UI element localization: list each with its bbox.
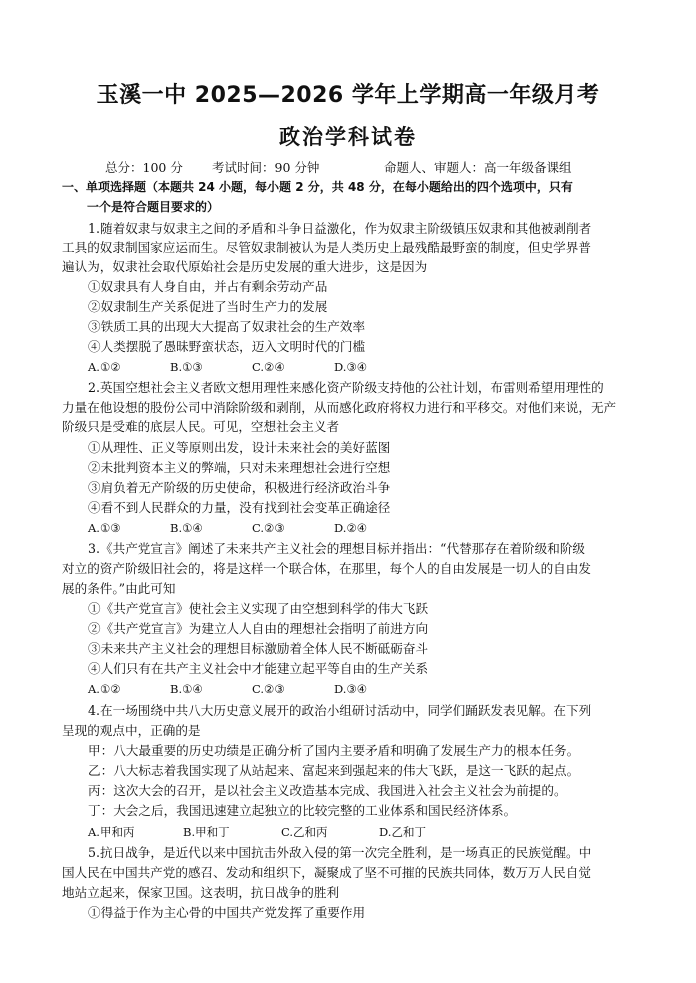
question-4-option-a: A.甲和丙 [88, 825, 135, 839]
exam-time: 考试时间：90 分钟 [212, 160, 320, 175]
question-3-item: ①《共产党宣言》使社会主义实现了由空想到科学的伟大飞跃 [88, 601, 429, 616]
question-3-item: ③未来共产主义社会的理想目标激励着全体人民不断砥砺奋斗 [88, 641, 429, 656]
question-1-stem: 遍认为，奴隶社会取代原始社会是历史发展的重大进步，这是因为 [62, 259, 428, 274]
question-1-item: ①奴隶具有人身自由，并占有剩余劳动产品 [88, 279, 328, 294]
question-4-item: 丙：这次大会的召开，是以社会主义改造基本完成、我国进入社会主义社会为前提的。 [88, 783, 567, 798]
section-heading-cont: 一个是符合题目要求的） [87, 200, 220, 214]
question-3-stem: 展的条件。”由此可知 [62, 581, 176, 596]
question-4-option-b: B.甲和丁 [183, 825, 230, 839]
question-2-stem: 力量在他设想的股份公司中消除阶级和剥削，从而感化政府将权力进行和平移交。对他们来说，无产 [62, 400, 617, 415]
question-3-option-d: D.③④ [334, 682, 368, 696]
question-3-item: ②《共产党宣言》为建立人人自由的理想社会指明了前进方向 [88, 621, 429, 636]
question-3-item: ④人们只有在共产主义社会中才能建立起平等自由的生产关系 [88, 661, 429, 676]
question-3-stem: 对立的资产阶级旧社会的，将是这样一个联合体，在那里，每个人的自由发展是一切人的自由发 [62, 561, 591, 576]
total-score: 总分：100 分 [105, 160, 183, 175]
question-4-item: 乙：八大标志着我国实现了从站起来、富起来到强起来的伟大飞跃，是这一飞跃的起点。 [88, 763, 580, 778]
question-1-option-b: B.①③ [170, 360, 203, 374]
question-1-item: ②奴隶制生产关系促进了当时生产力的发展 [88, 299, 328, 314]
question-3-option-c: C.②③ [252, 682, 285, 696]
question-2-stem: 2.英国空想社会主义者欧文想用理性来感化资产阶级支持他的公社计划，布雷则希望用理性的 [88, 380, 604, 395]
question-4-stem: 4.在一场围绕中共八大历史意义展开的政治小组研讨活动中，同学们踊跃发表见解。在下列 [88, 703, 592, 718]
question-4-stem: 呈现的观点中，正确的是 [62, 723, 201, 738]
question-1-option-a: A.①② [88, 360, 121, 374]
question-3-option-a: A.①② [88, 682, 121, 696]
question-2-option-b: B.①④ [170, 521, 203, 535]
question-2-option-d: D.②④ [334, 521, 368, 535]
question-2-option-c: C.②③ [252, 521, 285, 535]
question-4-item: 甲：八大最重要的历史功绩是正确分析了国内主要矛盾和明确了发展生产力的根本任务。 [88, 743, 580, 758]
question-4-option-d: D.乙和丁 [379, 825, 426, 839]
question-2-stem: 阶级只是受难的底层人民。可见，空想社会主义者 [62, 419, 340, 434]
question-5-stem: 地站立起来，保家卫国。这表明，抗日战争的胜利 [62, 885, 340, 900]
question-1-stem: 工具的奴隶制国家应运而生。尽管奴隶制被认为是人类历史上最残酷最野蛮的制度，但史学界普 [62, 240, 591, 255]
question-2-option-a: A.①③ [88, 521, 121, 535]
question-1-item: ③铁质工具的出现大大提高了奴隶社会的生产效率 [88, 319, 366, 334]
question-1-item: ④人类摆脱了愚昧野蛮状态，迈入文明时代的门槛 [88, 339, 366, 354]
question-1-option-c: C.②④ [252, 360, 285, 374]
question-3-stem: 3.《共产党宣言》阐述了未来共产主义社会的理想目标并指出：“代替那存在着阶级和阶级 [88, 541, 586, 556]
question-1-option-d: D.③④ [334, 360, 368, 374]
exam-authors: 命题人、审题人：高一年级备课组 [384, 160, 572, 175]
question-2-item: ③肩负着无产阶级的历史使命，积极进行经济政治斗争 [88, 480, 391, 495]
question-1-stem: 1.随着奴隶与奴隶主之间的矛盾和斗争日益激化，作为奴隶主阶级镇压奴隶和其他被剥削者 [88, 221, 592, 236]
question-5-stem: 5.抗日战争，是近代以来中国抗击外敌入侵的第一次完全胜利，是一场真正的民族觉醒。中 [88, 845, 592, 860]
section-heading: 一、单项选择题（本题共 24 小题，每小题 2 分，共 48 分，在每小题给出的四个选项中，只有 [62, 180, 573, 194]
question-4-item: 丁：大会之后，我国迅速建立起独立的比较完整的工业体系和国民经济体系。 [88, 803, 517, 818]
question-5-stem: 国人民在中国共产党的感召、发动和组织下，凝聚成了坚不可摧的民族共同体，数万万人民自觉 [62, 865, 591, 880]
exam-title: 玉溪一中 2025—2026 学年上学期高一年级月考 [96, 83, 600, 108]
question-4-option-c: C.乙和丙 [281, 825, 328, 839]
exam-subtitle: 政治学科试卷 [279, 125, 417, 149]
question-2-item: ④看不到人民群众的力量，没有找到社会变革正确途径 [88, 500, 391, 515]
question-3-option-b: B.①④ [170, 682, 203, 696]
question-5-item: ①得益于作为主心骨的中国共产党发挥了重要作用 [88, 905, 366, 920]
question-2-item: ②未批判资本主义的弊端，只对未来理想社会进行空想 [88, 460, 391, 475]
question-2-item: ①从理性、正义等原则出发，设计未来社会的美好蓝图 [88, 440, 391, 455]
